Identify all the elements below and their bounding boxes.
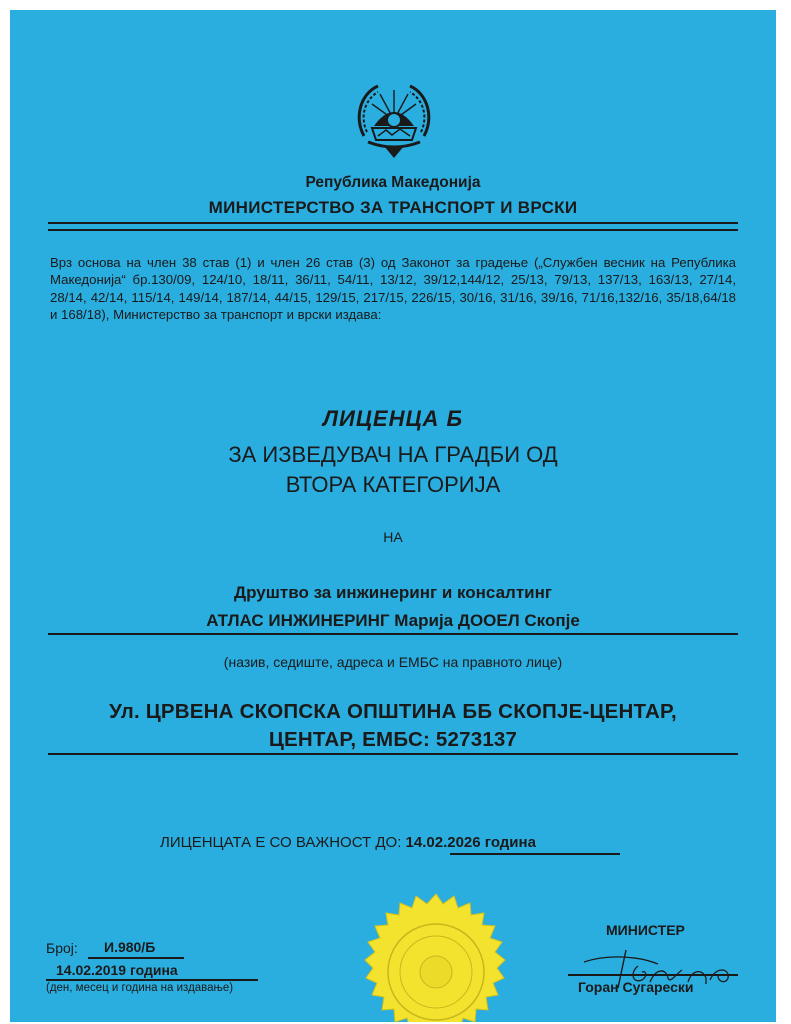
number-label: Број: — [46, 940, 78, 956]
validity-row — [160, 834, 536, 851]
legal-basis-paragraph: Врз основа на член 38 став (1) и член 26 став (3) од Законот за градење („Службен весник на Република Македонија“ бр.130/09, 124/10, 18/11, 36/11, 54/11, 13/12, 39/12,144/12, 25/13, 79/13, 137/13, 163/13, 27/14, 28/14, 42/14, 115/14, 149/14, 187/14, 44/15, 129/15, 217/15, 226/15, 30/16, 31/16, 39/16, 71/16,132/16, 35/18,64/18 и 168/18), Министерство за транспорт и врски издава: — [50, 255, 736, 323]
issue-date: 14.02.2019 година — [56, 962, 178, 978]
license-subtitle-line1: ЗА ИЗВЕДУВАЧ НА ГРАДБИ ОД — [228, 442, 558, 467]
validity-underline — [450, 853, 620, 855]
signature-underline — [568, 974, 738, 976]
address-underline — [48, 753, 738, 755]
address-line1: Ул. ЦРВЕНА СКОПСКА ОПШТИНА ББ СКОПЈЕ-ЦЕНТАР, — [109, 700, 677, 723]
coat-of-arms-emblem — [354, 80, 434, 162]
company-field-note: (назив, седиште, адреса и ЕМБС на правното лице) — [223, 654, 563, 670]
license-subtitle-line2: ВТОРА КАТЕГОРИЈА — [285, 472, 501, 497]
license-certificate — [10, 10, 776, 1022]
ministry-heading: МИНИСТЕРСТВО ЗА ТРАНСПОРТ И ВРСКИ — [208, 198, 578, 217]
issue-date-note: (ден, месец и година на издавање) — [46, 982, 234, 994]
company-line1: Друштво за инжинеринг и консалтинг — [234, 583, 552, 602]
number-underline — [88, 957, 184, 959]
on-label: НА — [383, 529, 403, 545]
validity-label: ЛИЦЕНЦАТА Е СО ВАЖНОСТ ДО: — [160, 834, 402, 851]
company-underline — [48, 633, 738, 635]
number-value: И.980/Б — [104, 939, 156, 955]
republic-heading: Република Македонија — [305, 174, 481, 191]
license-title: ЛИЦЕНЦА Б — [322, 406, 464, 431]
minister-label: МИНИСТЕР — [606, 922, 685, 938]
header-divider-top — [48, 222, 738, 224]
header-divider-bottom — [48, 229, 738, 231]
minister-name: Горан Сугарески — [578, 979, 694, 995]
company-name: АТЛАС ИНЖИНЕРИНГ Марија ДООЕЛ Скопје — [206, 611, 580, 630]
issue-date-underline — [46, 979, 258, 981]
validity-date: 14.02.2026 година — [405, 834, 536, 851]
address-line2: ЦЕНТАР, ЕМБС: 5273137 — [268, 728, 518, 751]
gold-seal — [351, 890, 521, 1022]
